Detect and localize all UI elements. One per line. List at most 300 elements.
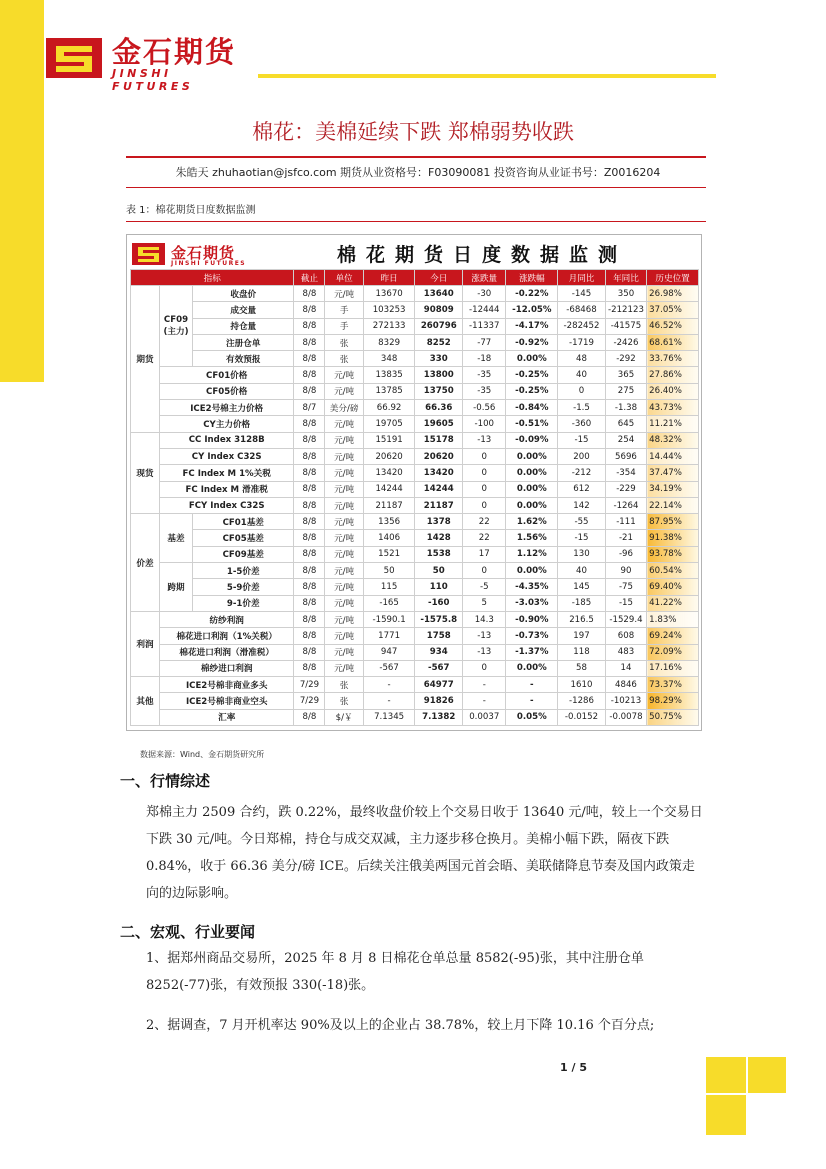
cell-yoy: -111 (605, 514, 646, 530)
cell-yoy: -2426 (605, 334, 646, 350)
table-row (131, 351, 699, 367)
cell-chg: -100 (463, 416, 506, 432)
table-row (131, 628, 699, 644)
th-unit: 单位 (325, 270, 363, 286)
cell-unit: 元/吨 (325, 367, 363, 383)
cell-pct: -0.90% (506, 611, 558, 627)
cell-today: 7.1382 (415, 709, 463, 725)
cell-mom: 0 (558, 383, 606, 399)
indicator-name: 注册仓单 (193, 334, 294, 350)
table-title: 棉花期货日度数据监测 (336, 244, 627, 266)
data-source: 数据来源：Wind、金石期货研究所 (140, 750, 265, 759)
group-label: 利润 (131, 611, 160, 676)
cell-prev: 50 (363, 563, 415, 579)
cell-mom: -360 (558, 416, 606, 432)
logo-mark-icon (44, 34, 106, 82)
cell-chg: -35 (463, 383, 506, 399)
indicator-name: 成交量 (193, 302, 294, 318)
cell-hist: 73.37% (647, 677, 699, 693)
cell-unit: 元/吨 (325, 432, 363, 448)
cell-cutoff: 8/8 (294, 563, 325, 579)
section2-p1 (120, 945, 706, 999)
cell-prev: 947 (363, 644, 415, 660)
cell-prev: 13420 (363, 465, 415, 481)
cell-cutoff: 8/8 (294, 546, 325, 562)
section2-paragraph-1: 1、据郑州商品交易所，2025 年 8 月 8 日棉花仓单总量 8582(-95)张，其中注册仓单 8252(-77)张，有效预报 330(-18)张。 (146, 951, 644, 993)
cell-today: -567 (415, 660, 463, 676)
cell-yoy: 275 (605, 383, 646, 399)
cell-hist: 33.76% (647, 351, 699, 367)
cell-cutoff: 8/8 (294, 432, 325, 448)
cell-cutoff: 8/8 (294, 465, 325, 481)
cell-hist: 69.24% (647, 628, 699, 644)
table-row (131, 448, 699, 464)
group-label: 期货 (131, 286, 160, 433)
cell-today: 110 (415, 579, 463, 595)
cell-unit: 元/吨 (325, 595, 363, 611)
cell-pct: -4.35% (506, 579, 558, 595)
cell-today: -160 (415, 595, 463, 611)
cell-cutoff: 8/8 (294, 448, 325, 464)
cell-unit: 元/吨 (325, 628, 363, 644)
cell-mom: -0.0152 (558, 709, 606, 725)
cell-pct: -0.73% (506, 628, 558, 644)
th-mom: 月同比 (558, 270, 606, 286)
cell-pct: -0.09% (506, 432, 558, 448)
cell-unit: 手 (325, 318, 363, 334)
table-row (131, 400, 699, 416)
cell-pct: 0.00% (506, 465, 558, 481)
cell-cutoff: 8/8 (294, 579, 325, 595)
cell-pct: 1.62% (506, 514, 558, 530)
cell-mom: -1719 (558, 334, 606, 350)
cell-mom: -68468 (558, 302, 606, 318)
th-indicator: 指标 (131, 270, 294, 286)
cell-today: 64977 (415, 677, 463, 693)
cell-pct: -0.92% (506, 334, 558, 350)
cell-unit: 元/吨 (325, 481, 363, 497)
table-logo (131, 241, 251, 267)
corner-block-2 (748, 1057, 786, 1093)
table-row (131, 530, 699, 546)
cell-cutoff: 8/8 (294, 644, 325, 660)
th-cutoff: 截止 (294, 270, 325, 286)
table-row (131, 367, 699, 383)
cell-pct: -3.03% (506, 595, 558, 611)
cell-pct: - (506, 677, 558, 693)
cell-today: 19605 (415, 416, 463, 432)
cell-hist: 37.05% (647, 302, 699, 318)
cell-mom: -145 (558, 286, 606, 302)
cell-today: 66.36 (415, 400, 463, 416)
cell-today: 260796 (415, 318, 463, 334)
cell-prev: 21187 (363, 497, 415, 513)
corner-block-1 (706, 1057, 746, 1093)
cell-prev: 348 (363, 351, 415, 367)
cell-hist: 93.78% (647, 546, 699, 562)
cell-mom: 1610 (558, 677, 606, 693)
cell-yoy: -0.0078 (605, 709, 646, 725)
indicator-name: CF01价格 (159, 367, 294, 383)
cell-today: 1428 (415, 530, 463, 546)
cell-chg: -0.56 (463, 400, 506, 416)
cell-mom: 130 (558, 546, 606, 562)
sub-group-label: 跨期 (159, 563, 192, 612)
data-table (130, 269, 699, 726)
cell-mom: 612 (558, 481, 606, 497)
cell-chg: 17 (463, 546, 506, 562)
table-row (131, 677, 699, 693)
cell-hist: 27.86% (647, 367, 699, 383)
cell-cutoff: 8/8 (294, 709, 325, 725)
cell-mom: -185 (558, 595, 606, 611)
cell-chg: -30 (463, 286, 506, 302)
cell-mom: -1.5 (558, 400, 606, 416)
cell-today: 1538 (415, 546, 463, 562)
cell-cutoff: 7/29 (294, 677, 325, 693)
th-yoy: 年同比 (605, 270, 646, 286)
cell-cutoff: 8/8 (294, 628, 325, 644)
cell-yoy: 14 (605, 660, 646, 676)
table-row (131, 465, 699, 481)
cell-hist: 41.22% (647, 595, 699, 611)
table-row (131, 497, 699, 513)
indicator-name: CY Index C32S (159, 448, 294, 464)
cell-yoy: 350 (605, 286, 646, 302)
table-row (131, 286, 699, 302)
cell-chg: -12444 (463, 302, 506, 318)
indicator-name: 棉花进口利润（滑准税） (159, 644, 294, 660)
cell-hist: 1.83% (647, 611, 699, 627)
cell-unit: 元/吨 (325, 465, 363, 481)
table-row (131, 481, 699, 497)
cell-prev: 1356 (363, 514, 415, 530)
cell-today: 14244 (415, 481, 463, 497)
table-logo-en: JINSHI FUTURES (171, 260, 247, 267)
cell-chg: 0 (463, 660, 506, 676)
cell-chg: 5 (463, 595, 506, 611)
indicator-name: CF01基差 (193, 514, 294, 530)
cell-chg: -5 (463, 579, 506, 595)
cell-prev: 15191 (363, 432, 415, 448)
page-number: 1 / 5 (560, 1061, 587, 1074)
cell-yoy: 5696 (605, 448, 646, 464)
cell-yoy: 4846 (605, 677, 646, 693)
cell-mom: 197 (558, 628, 606, 644)
cell-prev: 1406 (363, 530, 415, 546)
table-logo-cn: 金石期货 (171, 244, 236, 262)
cell-hist: 43.73% (647, 400, 699, 416)
cell-mom: -55 (558, 514, 606, 530)
cell-unit: 元/吨 (325, 579, 363, 595)
cell-yoy: -15 (605, 595, 646, 611)
indicator-name: CF09基差 (193, 546, 294, 562)
cell-mom: -1286 (558, 693, 606, 709)
cell-prev: 14244 (363, 481, 415, 497)
cell-today: 13420 (415, 465, 463, 481)
cell-hist: 17.16% (647, 660, 699, 676)
cell-mom: 200 (558, 448, 606, 464)
cell-today: 1758 (415, 628, 463, 644)
cell-cutoff: 8/8 (294, 416, 325, 432)
corner-block-3 (706, 1095, 746, 1135)
cell-mom: -282452 (558, 318, 606, 334)
cell-yoy: -75 (605, 579, 646, 595)
cell-mom: 216.5 (558, 611, 606, 627)
cell-unit: 张 (325, 351, 363, 367)
cell-chg: -77 (463, 334, 506, 350)
cell-prev: 20620 (363, 448, 415, 464)
cell-cutoff: 8/7 (294, 400, 325, 416)
cell-today: -1575.8 (415, 611, 463, 627)
cell-pct: 0.00% (506, 563, 558, 579)
cell-prev: 13785 (363, 383, 415, 399)
cell-prev: 103253 (363, 302, 415, 318)
author-rule (126, 187, 706, 188)
cell-chg: 0.0037 (463, 709, 506, 725)
cell-hist: 98.29% (647, 693, 699, 709)
cell-yoy: 645 (605, 416, 646, 432)
table-row (131, 660, 699, 676)
cell-cutoff: 8/8 (294, 318, 325, 334)
cell-hist: 14.44% (647, 448, 699, 464)
cell-pct: -0.25% (506, 383, 558, 399)
cell-prev: 115 (363, 579, 415, 595)
group-label: 价差 (131, 514, 160, 612)
section1-heading: 一、行情综述 (120, 772, 211, 790)
indicator-name: 棉纱进口利润 (159, 660, 294, 676)
indicator-name: CC Index 3128B (159, 432, 294, 448)
cell-unit: 元/吨 (325, 514, 363, 530)
cell-pct: 0.00% (506, 481, 558, 497)
cell-today: 13640 (415, 286, 463, 302)
cell-today: 8252 (415, 334, 463, 350)
table-header-row (131, 270, 699, 286)
table-row (131, 579, 699, 595)
cell-today: 90809 (415, 302, 463, 318)
cell-prev: 1771 (363, 628, 415, 644)
indicator-name: ICE2号棉非商业多头 (159, 677, 294, 693)
brand-logo (44, 34, 254, 93)
cell-cutoff: 8/8 (294, 302, 325, 318)
cell-pct: 0.00% (506, 448, 558, 464)
section2-p2 (120, 1012, 706, 1039)
cell-prev: 7.1345 (363, 709, 415, 725)
cell-unit: $/￥ (325, 709, 363, 725)
sub-group-label: CF09 (主力) (159, 286, 192, 367)
cell-chg: -11337 (463, 318, 506, 334)
cell-cutoff: 8/8 (294, 530, 325, 546)
indicator-name: 纺纱利润 (159, 611, 294, 627)
table-row (131, 644, 699, 660)
cell-mom: 142 (558, 497, 606, 513)
indicator-name: CF05价格 (159, 383, 294, 399)
cell-chg: 0 (463, 448, 506, 464)
cell-cutoff: 8/8 (294, 334, 325, 350)
cell-cutoff: 8/8 (294, 351, 325, 367)
monitor-table-card (126, 234, 702, 731)
table-row (131, 693, 699, 709)
table-caption: 表 1：棉花期货日度数据监测 (126, 205, 256, 216)
cell-yoy: 254 (605, 432, 646, 448)
cell-prev: 13670 (363, 286, 415, 302)
left-yellow-bar (0, 0, 44, 382)
cell-cutoff: 8/8 (294, 383, 325, 399)
cell-mom: -212 (558, 465, 606, 481)
cell-today: 91826 (415, 693, 463, 709)
cell-mom: 40 (558, 563, 606, 579)
logo-cn-text: 金石期货 (112, 35, 237, 69)
cell-unit: 元/吨 (325, 611, 363, 627)
document-title: 棉花：美棉延续下跌 郑棉弱势收跌 (252, 120, 574, 144)
cell-unit: 元/吨 (325, 383, 363, 399)
cell-today: 50 (415, 563, 463, 579)
cell-cutoff: 8/8 (294, 367, 325, 383)
cell-hist: 26.98% (647, 286, 699, 302)
table-row (131, 302, 699, 318)
header-yellow-line (258, 74, 716, 78)
table-row (131, 563, 699, 579)
cell-cutoff: 8/8 (294, 595, 325, 611)
table-row (131, 334, 699, 350)
cell-prev: 19705 (363, 416, 415, 432)
table-logo-icon (131, 241, 167, 267)
cell-yoy: -229 (605, 481, 646, 497)
indicator-name: ICE2号棉主力价格 (159, 400, 294, 416)
cell-yoy: -21 (605, 530, 646, 546)
th-hist: 历史位置 (647, 270, 699, 286)
sub-group-label: 基差 (159, 514, 192, 563)
cell-pct: -12.05% (506, 302, 558, 318)
cell-today: 15178 (415, 432, 463, 448)
cell-unit: 元/吨 (325, 644, 363, 660)
cell-chg: -13 (463, 432, 506, 448)
cell-hist: 11.21% (647, 416, 699, 432)
cell-yoy: -212123 (605, 302, 646, 318)
indicator-name: FC Index M 1%关税 (159, 465, 294, 481)
indicator-name: 收盘价 (193, 286, 294, 302)
cell-chg: -13 (463, 628, 506, 644)
cell-chg: 0 (463, 465, 506, 481)
cell-hist: 34.19% (647, 481, 699, 497)
cell-chg: -13 (463, 644, 506, 660)
cell-pct: 1.56% (506, 530, 558, 546)
cell-unit: 元/吨 (325, 546, 363, 562)
cell-hist: 68.61% (647, 334, 699, 350)
cell-chg: -35 (463, 367, 506, 383)
cell-hist: 48.32% (647, 432, 699, 448)
cell-chg: 0 (463, 481, 506, 497)
cell-unit: 元/吨 (325, 530, 363, 546)
indicator-name: 持仓量 (193, 318, 294, 334)
cell-cutoff: 8/8 (294, 660, 325, 676)
table-row (131, 611, 699, 627)
cell-today: 1378 (415, 514, 463, 530)
cell-yoy: 365 (605, 367, 646, 383)
cell-hist: 50.75% (647, 709, 699, 725)
section1-body (120, 799, 706, 907)
indicator-name: CF05基差 (193, 530, 294, 546)
table-row (131, 432, 699, 448)
cell-prev: - (363, 677, 415, 693)
section2-paragraph-2: 2、据调查，7 月开机率达 90%及以上的企业占 38.78%，较上月下降 10.16 个百分点; (146, 1018, 655, 1033)
cell-yoy: 608 (605, 628, 646, 644)
cell-pct: - (506, 693, 558, 709)
indicator-name: 汇率 (159, 709, 294, 725)
cell-unit: 张 (325, 693, 363, 709)
cell-hist: 22.14% (647, 497, 699, 513)
cell-unit: 元/吨 (325, 416, 363, 432)
table-row (131, 514, 699, 530)
cell-prev: 1521 (363, 546, 415, 562)
cell-hist: 87.95% (647, 514, 699, 530)
cell-yoy: -1529.4 (605, 611, 646, 627)
cell-mom: -15 (558, 530, 606, 546)
cell-mom: 48 (558, 351, 606, 367)
cell-prev: -567 (363, 660, 415, 676)
cell-pct: -0.25% (506, 367, 558, 383)
title-rule (126, 156, 706, 158)
table-row (131, 416, 699, 432)
cell-hist: 26.40% (647, 383, 699, 399)
cell-yoy: -1264 (605, 497, 646, 513)
cell-today: 21187 (415, 497, 463, 513)
table-row (131, 383, 699, 399)
cell-mom: 145 (558, 579, 606, 595)
cell-prev: 272133 (363, 318, 415, 334)
cell-yoy: -41575 (605, 318, 646, 334)
cell-prev: - (363, 693, 415, 709)
cell-cutoff: 8/8 (294, 514, 325, 530)
cell-mom: -15 (558, 432, 606, 448)
cell-unit: 元/吨 (325, 448, 363, 464)
cell-pct: 1.12% (506, 546, 558, 562)
cell-unit: 元/吨 (325, 497, 363, 513)
cell-yoy: 90 (605, 563, 646, 579)
cell-yoy: -354 (605, 465, 646, 481)
cell-unit: 张 (325, 677, 363, 693)
cell-prev: -1590.1 (363, 611, 415, 627)
indicator-name: 有效预报 (193, 351, 294, 367)
cell-pct: 0.05% (506, 709, 558, 725)
indicator-name: 棉花进口利润（1%关税） (159, 628, 294, 644)
cell-unit: 元/吨 (325, 563, 363, 579)
cell-pct: 0.00% (506, 351, 558, 367)
table-row (131, 595, 699, 611)
cell-hist: 91.38% (647, 530, 699, 546)
cell-pct: -4.17% (506, 318, 558, 334)
cell-yoy: -292 (605, 351, 646, 367)
cell-today: 330 (415, 351, 463, 367)
cell-mom: 40 (558, 367, 606, 383)
cell-hist: 72.09% (647, 644, 699, 660)
cell-today: 934 (415, 644, 463, 660)
indicator-name: 5-9价差 (193, 579, 294, 595)
cell-chg: 0 (463, 497, 506, 513)
cell-cutoff: 8/8 (294, 497, 325, 513)
cell-chg: 14.3 (463, 611, 506, 627)
cell-yoy: -96 (605, 546, 646, 562)
author-line: 朱皓天 zhuhaotian@jsfco.com 期货从业资格号：F03090081 投资咨询从业证书号：Z0016204 (175, 166, 661, 179)
cell-pct: -0.22% (506, 286, 558, 302)
group-label: 现货 (131, 432, 160, 513)
indicator-name: ICE2号棉非商业空头 (159, 693, 294, 709)
cell-unit: 张 (325, 334, 363, 350)
cell-today: 13750 (415, 383, 463, 399)
cell-cutoff: 7/29 (294, 693, 325, 709)
table-row (131, 546, 699, 562)
cell-yoy: -1.38 (605, 400, 646, 416)
